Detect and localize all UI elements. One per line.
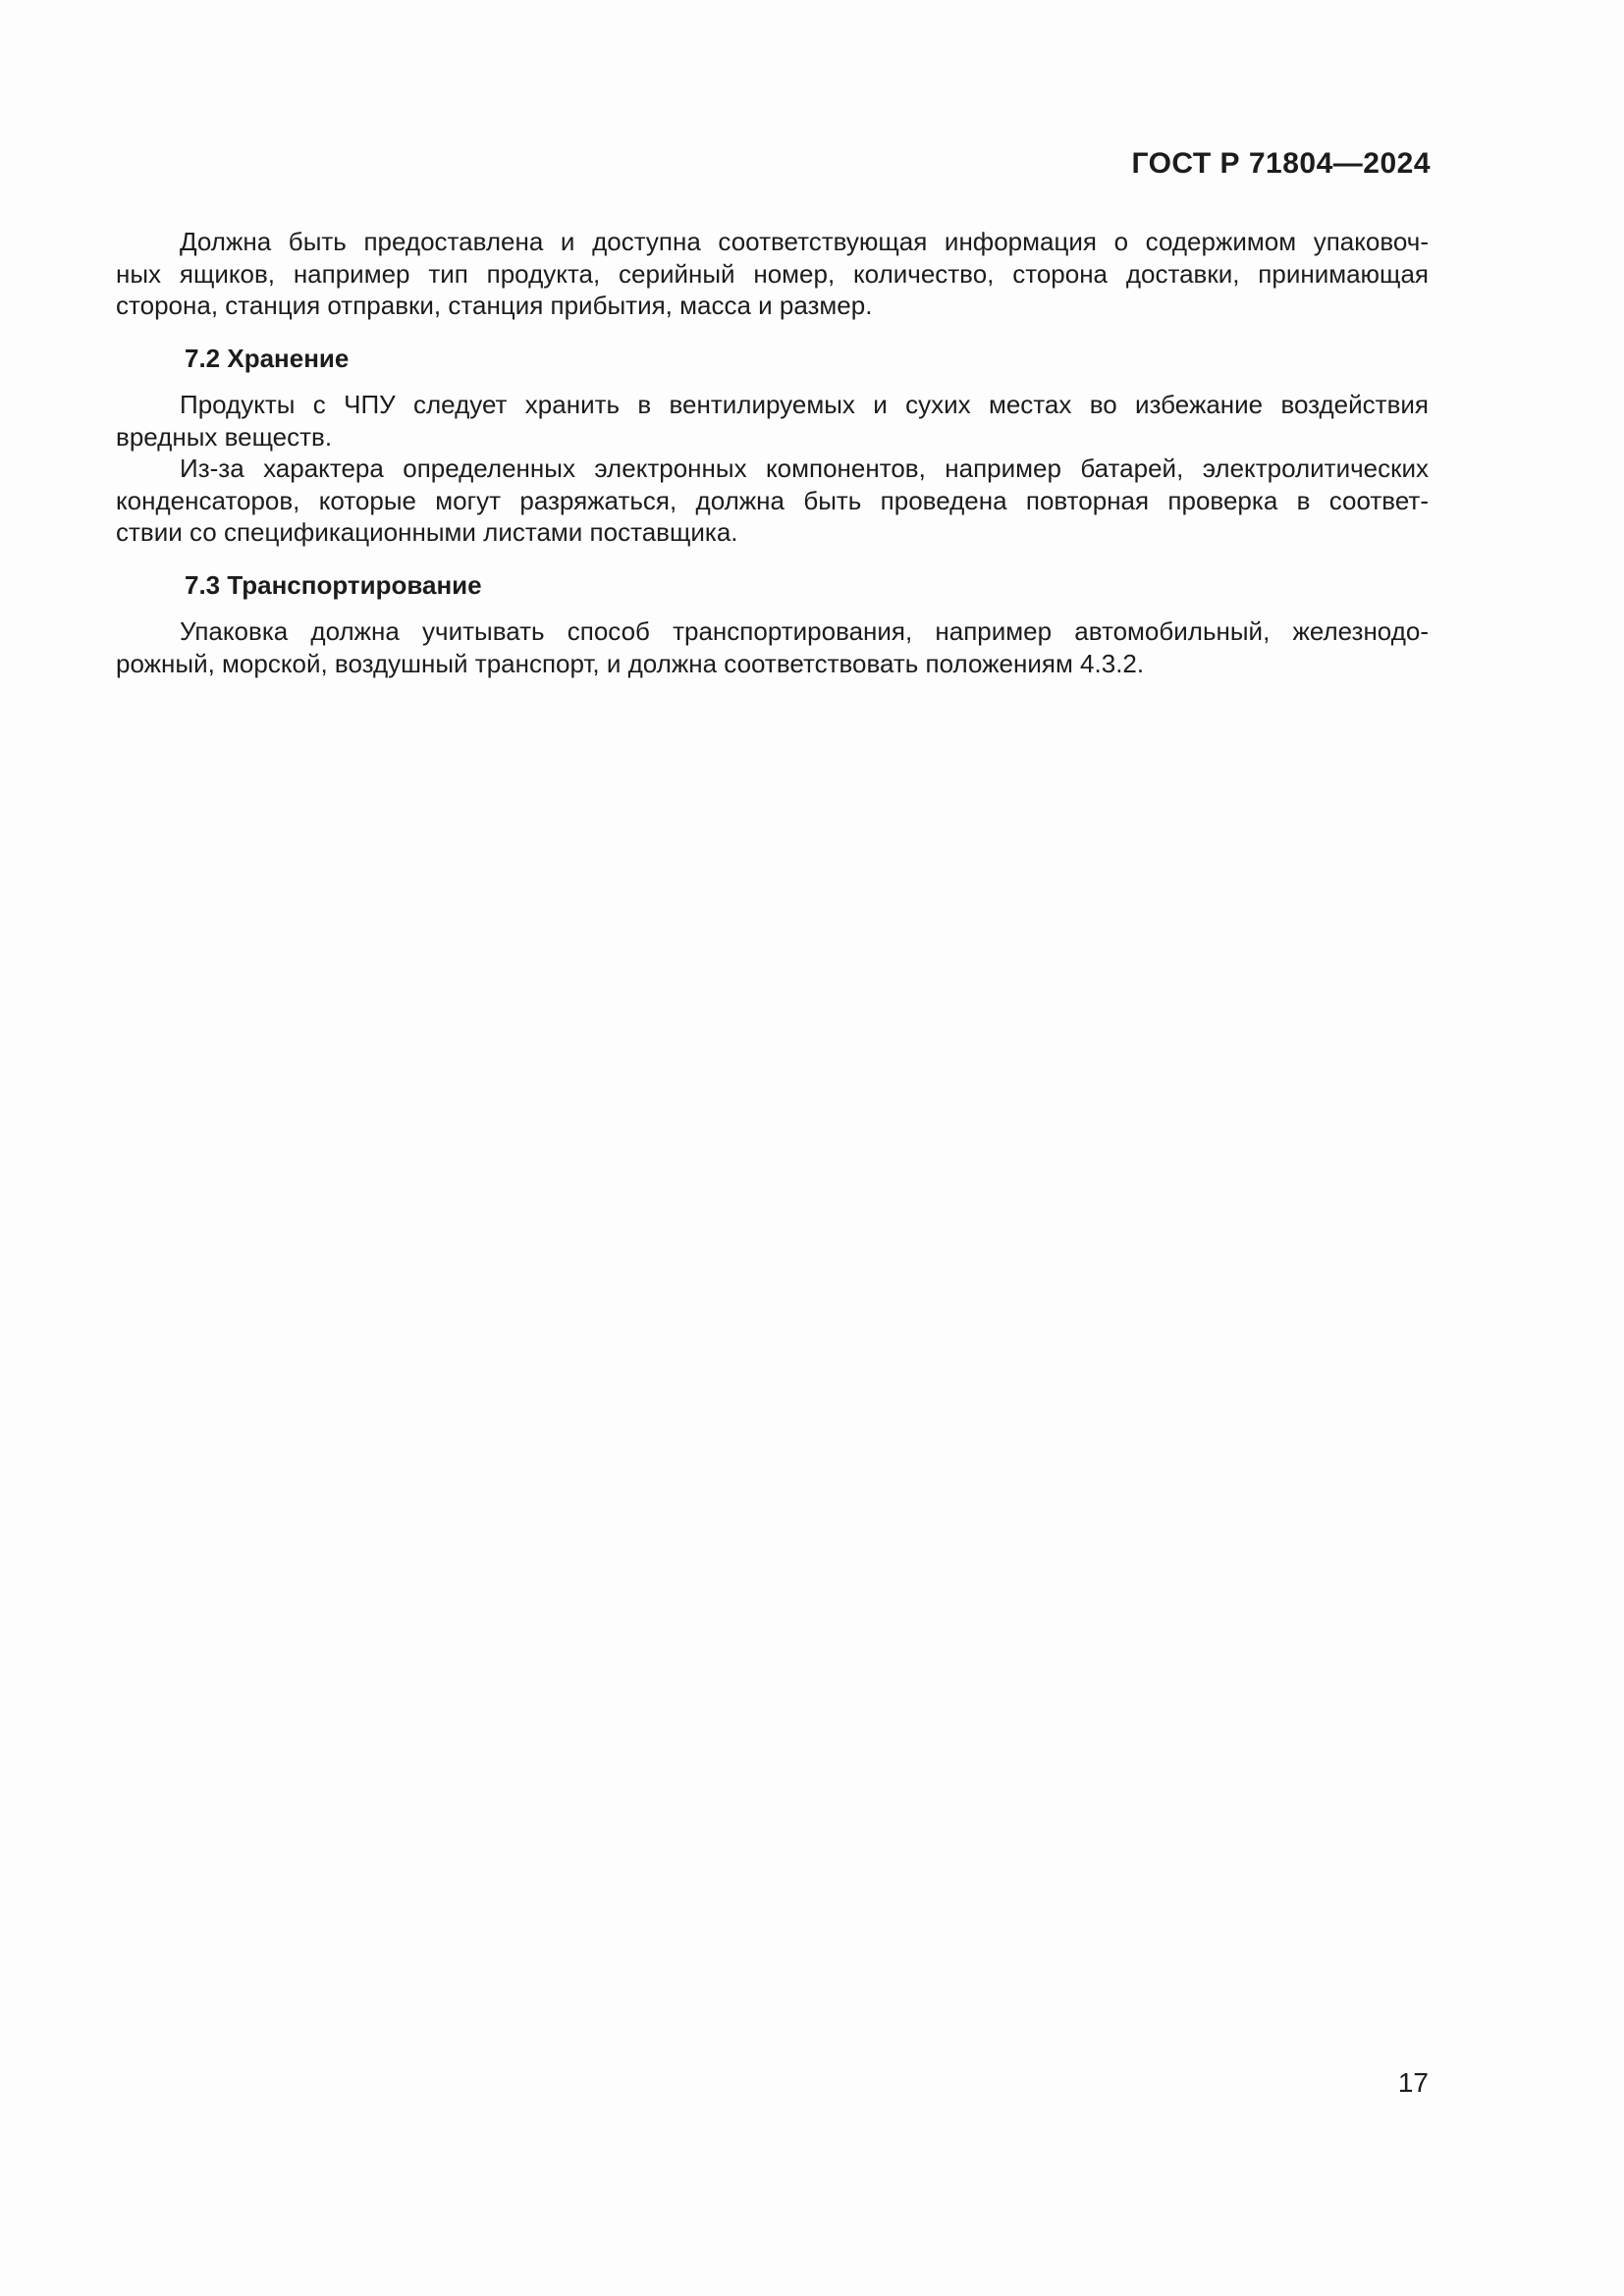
document-body	[116, 226, 1429, 679]
section-7-3	[116, 569, 1429, 680]
paragraph-line: вредных веществ.	[116, 421, 333, 452]
page-number: 17	[1397, 2067, 1429, 2098]
section-7-2	[116, 343, 1429, 549]
section-heading-7-2: 7.2 Хранение	[185, 343, 350, 373]
section-paragraph	[116, 615, 1429, 679]
section-paragraph	[116, 453, 1429, 549]
section-paragraph	[116, 389, 1429, 453]
paragraph-line: ных ящиков, например тип продукта, серийный номер, количество, сторона доставки, принимающая	[116, 258, 1429, 289]
paragraph-line: Из-за характера определенных электронных компонентов, например батарей, электролитических	[180, 454, 1429, 483]
paragraph-line: Должна быть предоставлена и доступна соответствующая информация о содержимом упаковоч-	[180, 227, 1429, 256]
intro-paragraph	[116, 226, 1429, 322]
paragraph-line: Продукты с ЧПУ следует хранить в вентилируемых и сухих местах во избежание воздействия	[180, 390, 1429, 419]
paragraph-line: рожный, морской, воздушный транспорт, и должна соответствовать положениям 4.3.2.	[116, 648, 1145, 678]
paragraph-line: ствии со спецификационными листами поставщика.	[116, 517, 738, 547]
section-heading-7-3: 7.3 Транспортирование	[185, 569, 482, 600]
paragraph-line: сторона, станция отправки, станция прибытия, масса и размер.	[116, 291, 873, 320]
paragraph-line: конденсаторов, которые могут разряжаться, должна быть проведена повторная проверка в соответ-	[116, 485, 1429, 515]
doc-code-header: ГОСТ Р 71804—2024	[1131, 147, 1431, 180]
paragraph-line: Упаковка должна учитывать способ транспортирования, например автомобильный, железнодо-	[180, 616, 1429, 646]
